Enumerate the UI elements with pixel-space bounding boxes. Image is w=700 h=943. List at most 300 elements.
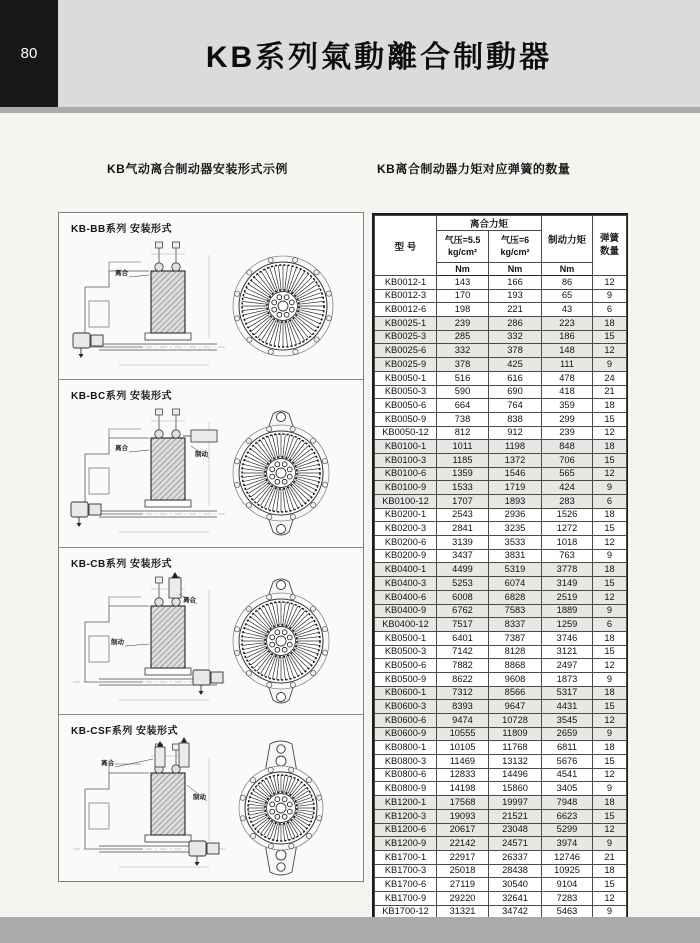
model-cell: KB0400-12	[375, 618, 437, 632]
value-cell: 9	[593, 358, 627, 372]
value-cell: 65	[542, 289, 593, 303]
table-row	[375, 358, 627, 372]
value-cell: 15	[593, 453, 627, 467]
model-cell: KB0050-9	[375, 412, 437, 426]
installation-drawing-cb	[59, 548, 363, 714]
value-cell: 11768	[489, 741, 542, 755]
model-cell: KB0500-6	[375, 659, 437, 673]
table-row	[375, 344, 627, 358]
drawing-section-bb	[59, 213, 363, 379]
value-cell: 26337	[489, 850, 542, 864]
installation-drawings-panel	[58, 212, 364, 882]
header-divider	[0, 107, 700, 113]
value-cell: 18	[593, 796, 627, 810]
model-cell: KB1200-3	[375, 809, 437, 823]
value-cell: 8622	[437, 672, 489, 686]
value-cell: 9474	[437, 714, 489, 728]
value-cell: 13132	[489, 755, 542, 769]
value-cell: 239	[437, 317, 489, 331]
table-row	[375, 809, 627, 823]
value-cell: 1018	[542, 536, 593, 550]
table-row	[375, 467, 627, 481]
table-row	[375, 481, 627, 495]
value-cell: 7142	[437, 645, 489, 659]
value-cell: 3778	[542, 563, 593, 577]
value-cell: 9608	[489, 672, 542, 686]
value-cell: 24571	[489, 837, 542, 851]
model-cell: KB0025-3	[375, 330, 437, 344]
table-row	[375, 522, 627, 536]
clutch-label: 离合	[183, 596, 196, 604]
value-cell: 3405	[542, 782, 593, 796]
value-cell: 6623	[542, 809, 593, 823]
value-cell: 8337	[489, 618, 542, 632]
value-cell: 15	[593, 645, 627, 659]
value-cell: 2543	[437, 508, 489, 522]
value-cell: 1707	[437, 495, 489, 509]
clutch-label: 离合	[101, 759, 114, 767]
model-cell: KB1700-12	[375, 905, 437, 919]
value-cell: 12746	[542, 850, 593, 864]
brake-label: 制动	[193, 793, 206, 801]
value-cell: 18	[593, 317, 627, 331]
value-cell: 5299	[542, 823, 593, 837]
table-row	[375, 782, 627, 796]
table-column-heading: KB离合制动器力矩对应弹簧的数量	[377, 162, 571, 176]
value-cell: 223	[542, 317, 593, 331]
value-cell: 86	[542, 276, 593, 290]
table-row	[375, 672, 627, 686]
header-pressure-55: 气压=5.5 kg/cm²	[437, 231, 489, 263]
value-cell: 32641	[489, 891, 542, 905]
value-cell: 3235	[489, 522, 542, 536]
header-clutch-torque: 离合力矩	[437, 216, 542, 231]
value-cell: 21	[593, 850, 627, 864]
table-row	[375, 385, 627, 399]
model-cell: KB0012-1	[375, 276, 437, 290]
drawing-section-label: KB-BC系列 安装形式	[71, 391, 172, 403]
value-cell: 22917	[437, 850, 489, 864]
value-cell: 1526	[542, 508, 593, 522]
table-row	[375, 796, 627, 810]
value-cell: 14198	[437, 782, 489, 796]
value-cell: 1198	[489, 440, 542, 454]
unit-nm: Nm	[437, 263, 489, 276]
value-cell: 12	[593, 276, 627, 290]
model-cell: KB1700-1	[375, 850, 437, 864]
value-cell: 425	[489, 358, 542, 372]
model-cell: KB0800-6	[375, 768, 437, 782]
footer-bar	[0, 917, 700, 943]
value-cell: 18	[593, 563, 627, 577]
value-cell: 21521	[489, 809, 542, 823]
table-row	[375, 727, 627, 741]
value-cell: 4431	[542, 700, 593, 714]
table-row	[375, 837, 627, 851]
table-row	[375, 440, 627, 454]
model-cell: KB0800-9	[375, 782, 437, 796]
unit-nm: Nm	[542, 263, 593, 276]
page-title: KB系列氣動離合制動器	[205, 40, 553, 74]
model-cell: KB1700-9	[375, 891, 437, 905]
table-row	[375, 700, 627, 714]
value-cell: 763	[542, 549, 593, 563]
drawing-section-bc	[59, 379, 363, 546]
value-cell: 27119	[437, 878, 489, 892]
model-cell: KB0600-3	[375, 700, 437, 714]
unit-nm: Nm	[489, 263, 542, 276]
value-cell: 1889	[542, 604, 593, 618]
value-cell: 12	[593, 891, 627, 905]
value-cell: 111	[542, 358, 593, 372]
value-cell: 9104	[542, 878, 593, 892]
value-cell: 15	[593, 522, 627, 536]
model-cell: KB1700-3	[375, 864, 437, 878]
value-cell: 29220	[437, 891, 489, 905]
table-row	[375, 495, 627, 509]
brake-label: 制动	[195, 451, 208, 459]
value-cell: 18	[593, 508, 627, 522]
value-cell: 1359	[437, 467, 489, 481]
model-cell: KB0500-1	[375, 631, 437, 645]
value-cell: 221	[489, 303, 542, 317]
value-cell: 2659	[542, 727, 593, 741]
value-cell: 4541	[542, 768, 593, 782]
value-cell: 14496	[489, 768, 542, 782]
model-cell: KB0050-1	[375, 371, 437, 385]
model-cell: KB0800-1	[375, 741, 437, 755]
value-cell: 5463	[542, 905, 593, 919]
value-cell: 10728	[489, 714, 542, 728]
installation-drawing-bb	[59, 213, 363, 379]
value-cell: 15860	[489, 782, 542, 796]
value-cell: 7283	[542, 891, 593, 905]
brake-label: 制动	[111, 638, 124, 646]
value-cell: 4499	[437, 563, 489, 577]
page-number: 80	[20, 45, 38, 62]
value-cell: 299	[542, 412, 593, 426]
table-row	[375, 563, 627, 577]
value-cell: 378	[489, 344, 542, 358]
model-cell: KB1200-9	[375, 837, 437, 851]
value-cell: 8566	[489, 686, 542, 700]
model-cell: KB0600-9	[375, 727, 437, 741]
value-cell: 15	[593, 577, 627, 591]
value-cell: 9	[593, 604, 627, 618]
value-cell: 2936	[489, 508, 542, 522]
model-cell: KB0400-3	[375, 577, 437, 591]
value-cell: 43	[542, 303, 593, 317]
value-cell: 19093	[437, 809, 489, 823]
value-cell: 3437	[437, 549, 489, 563]
value-cell: 3974	[542, 837, 593, 851]
value-cell: 18	[593, 631, 627, 645]
value-cell: 10105	[437, 741, 489, 755]
value-cell: 18	[593, 741, 627, 755]
value-cell: 9	[593, 481, 627, 495]
model-cell: KB0100-12	[375, 495, 437, 509]
table-row	[375, 549, 627, 563]
table-row	[375, 508, 627, 522]
value-cell: 616	[489, 371, 542, 385]
model-cell: KB0600-1	[375, 686, 437, 700]
value-cell: 24	[593, 371, 627, 385]
drawing-section-csf	[59, 714, 363, 881]
installation-drawing-csf	[59, 715, 363, 881]
value-cell: 12833	[437, 768, 489, 782]
model-cell: KB0100-9	[375, 481, 437, 495]
value-cell: 9	[593, 672, 627, 686]
value-cell: 2841	[437, 522, 489, 536]
value-cell: 1185	[437, 453, 489, 467]
value-cell: 6	[593, 618, 627, 632]
value-cell: 3533	[489, 536, 542, 550]
value-cell: 12	[593, 823, 627, 837]
value-cell: 3121	[542, 645, 593, 659]
page-number-box	[0, 0, 58, 107]
value-cell: 15	[593, 755, 627, 769]
value-cell: 283	[542, 495, 593, 509]
value-cell: 6811	[542, 741, 593, 755]
value-cell: 2497	[542, 659, 593, 673]
table-row	[375, 768, 627, 782]
table-row	[375, 823, 627, 837]
value-cell: 12	[593, 659, 627, 673]
value-cell: 15	[593, 412, 627, 426]
model-cell: KB0050-3	[375, 385, 437, 399]
value-cell: 565	[542, 467, 593, 481]
value-cell: 30540	[489, 878, 542, 892]
value-cell: 34742	[489, 905, 542, 919]
value-cell: 193	[489, 289, 542, 303]
drawing-section-label: KB-CSF系列 安装形式	[71, 725, 179, 737]
model-cell: KB0025-9	[375, 358, 437, 372]
value-cell: 166	[489, 276, 542, 290]
value-cell: 478	[542, 371, 593, 385]
model-cell: KB1200-1	[375, 796, 437, 810]
table-row	[375, 536, 627, 550]
value-cell: 8393	[437, 700, 489, 714]
header-pressure-6: 气压=6 kg/cm²	[489, 231, 542, 263]
model-cell: KB0050-6	[375, 399, 437, 413]
table-row	[375, 618, 627, 632]
value-cell: 8868	[489, 659, 542, 673]
table-row	[375, 714, 627, 728]
table-row	[375, 371, 627, 385]
value-cell: 8128	[489, 645, 542, 659]
value-cell: 1873	[542, 672, 593, 686]
value-cell: 10925	[542, 864, 593, 878]
value-cell: 3746	[542, 631, 593, 645]
table-row	[375, 590, 627, 604]
table-row	[375, 289, 627, 303]
table-row	[375, 686, 627, 700]
value-cell: 1259	[542, 618, 593, 632]
header-brake-torque: 制动力矩	[542, 216, 593, 263]
value-cell: 18	[593, 440, 627, 454]
value-cell: 12	[593, 426, 627, 440]
table-row	[375, 317, 627, 331]
value-cell: 690	[489, 385, 542, 399]
value-cell: 5253	[437, 577, 489, 591]
torque-table-body	[375, 276, 627, 919]
model-cell: KB0100-1	[375, 440, 437, 454]
value-cell: 6074	[489, 577, 542, 591]
model-cell: KB0600-6	[375, 714, 437, 728]
value-cell: 170	[437, 289, 489, 303]
value-cell: 285	[437, 330, 489, 344]
value-cell: 6828	[489, 590, 542, 604]
installation-drawing-bc	[59, 380, 363, 546]
value-cell: 11809	[489, 727, 542, 741]
value-cell: 23048	[489, 823, 542, 837]
value-cell: 12	[593, 590, 627, 604]
value-cell: 19997	[489, 796, 542, 810]
model-cell: KB0012-3	[375, 289, 437, 303]
value-cell: 1011	[437, 440, 489, 454]
value-cell: 1719	[489, 481, 542, 495]
value-cell: 3831	[489, 549, 542, 563]
value-cell: 7583	[489, 604, 542, 618]
value-cell: 7312	[437, 686, 489, 700]
value-cell: 5317	[542, 686, 593, 700]
model-cell: KB0012-6	[375, 303, 437, 317]
model-cell: KB0050-12	[375, 426, 437, 440]
value-cell: 18	[593, 686, 627, 700]
value-cell: 186	[542, 330, 593, 344]
value-cell: 7948	[542, 796, 593, 810]
value-cell: 7387	[489, 631, 542, 645]
value-cell: 239	[542, 426, 593, 440]
value-cell: 143	[437, 276, 489, 290]
value-cell: 706	[542, 453, 593, 467]
value-cell: 25018	[437, 864, 489, 878]
value-cell: 9	[593, 727, 627, 741]
value-cell: 3545	[542, 714, 593, 728]
model-cell: KB0400-6	[375, 590, 437, 604]
value-cell: 1546	[489, 467, 542, 481]
value-cell: 848	[542, 440, 593, 454]
model-cell: KB0500-3	[375, 645, 437, 659]
clutch-label: 离合	[115, 270, 128, 277]
value-cell: 1372	[489, 453, 542, 467]
value-cell: 286	[489, 317, 542, 331]
table-row	[375, 755, 627, 769]
value-cell: 664	[437, 399, 489, 413]
value-cell: 20617	[437, 823, 489, 837]
table-row	[375, 577, 627, 591]
value-cell: 1533	[437, 481, 489, 495]
value-cell: 9	[593, 837, 627, 851]
model-cell: KB0025-1	[375, 317, 437, 331]
value-cell: 5676	[542, 755, 593, 769]
value-cell: 12	[593, 536, 627, 550]
model-cell: KB0500-9	[375, 672, 437, 686]
model-cell: KB0400-1	[375, 563, 437, 577]
header-model: 型 号	[375, 216, 437, 276]
value-cell: 6401	[437, 631, 489, 645]
table-row	[375, 741, 627, 755]
value-cell: 6	[593, 303, 627, 317]
table-row	[375, 645, 627, 659]
value-cell: 12	[593, 467, 627, 481]
model-cell: KB0200-9	[375, 549, 437, 563]
value-cell: 3139	[437, 536, 489, 550]
table-row	[375, 891, 627, 905]
model-cell: KB0200-1	[375, 508, 437, 522]
model-cell: KB0100-3	[375, 453, 437, 467]
model-cell: KB0200-3	[375, 522, 437, 536]
value-cell: 9	[593, 905, 627, 919]
value-cell: 424	[542, 481, 593, 495]
value-cell: 22142	[437, 837, 489, 851]
drawings-column-heading: KB气动离合制动器安装形式示例	[107, 162, 288, 176]
value-cell: 15	[593, 878, 627, 892]
torque-table-header	[375, 216, 627, 276]
value-cell: 18	[593, 399, 627, 413]
value-cell: 9	[593, 289, 627, 303]
table-row	[375, 604, 627, 618]
value-cell: 738	[437, 412, 489, 426]
value-cell: 516	[437, 371, 489, 385]
value-cell: 15	[593, 809, 627, 823]
value-cell: 332	[489, 330, 542, 344]
value-cell: 590	[437, 385, 489, 399]
table-row	[375, 850, 627, 864]
value-cell: 17568	[437, 796, 489, 810]
model-cell: KB0100-6	[375, 467, 437, 481]
clutch-label: 离合	[115, 445, 128, 453]
value-cell: 15	[593, 700, 627, 714]
header-spring-count: 弹簧 数量	[593, 216, 627, 276]
torque-table-table	[374, 215, 627, 919]
value-cell: 3149	[542, 577, 593, 591]
value-cell: 6	[593, 495, 627, 509]
drawing-section-label: KB-BB系列 安装形式	[71, 224, 172, 235]
value-cell: 1893	[489, 495, 542, 509]
value-cell: 912	[489, 426, 542, 440]
value-cell: 838	[489, 412, 542, 426]
value-cell: 11469	[437, 755, 489, 769]
table-row	[375, 426, 627, 440]
value-cell: 2519	[542, 590, 593, 604]
value-cell: 15	[593, 330, 627, 344]
value-cell: 10555	[437, 727, 489, 741]
value-cell: 1272	[542, 522, 593, 536]
value-cell: 5319	[489, 563, 542, 577]
value-cell: 812	[437, 426, 489, 440]
value-cell: 12	[593, 344, 627, 358]
value-cell: 332	[437, 344, 489, 358]
table-row	[375, 399, 627, 413]
model-cell: KB1200-6	[375, 823, 437, 837]
table-row	[375, 631, 627, 645]
value-cell: 378	[437, 358, 489, 372]
table-row	[375, 412, 627, 426]
value-cell: 12	[593, 714, 627, 728]
value-cell: 9647	[489, 700, 542, 714]
model-cell: KB0025-6	[375, 344, 437, 358]
value-cell: 198	[437, 303, 489, 317]
table-row	[375, 864, 627, 878]
model-cell: KB0200-6	[375, 536, 437, 550]
value-cell: 9	[593, 549, 627, 563]
value-cell: 7882	[437, 659, 489, 673]
model-cell: KB1700-6	[375, 878, 437, 892]
model-cell: KB0800-3	[375, 755, 437, 769]
table-row	[375, 330, 627, 344]
model-cell: KB0400-9	[375, 604, 437, 618]
